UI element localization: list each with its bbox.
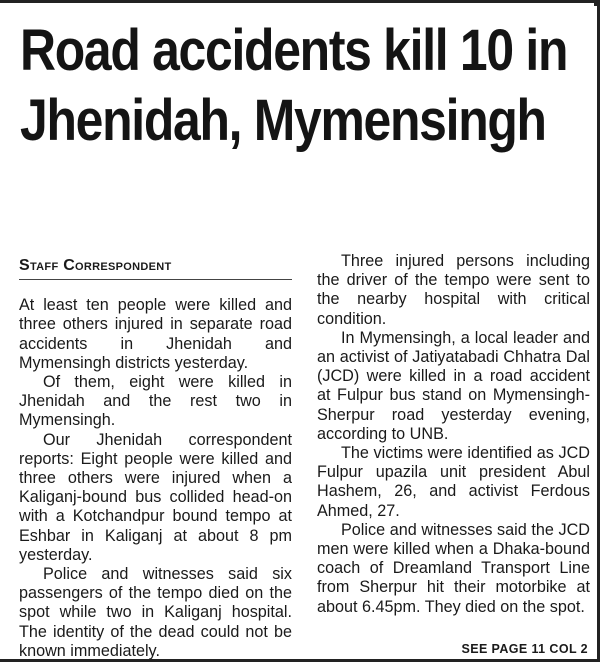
article-paragraph: At least ten people were killed and three others injured in separate road accidents in Jhenidah and Mymensingh districts yesterday. [19,296,292,372]
border-top [0,0,597,6]
border-right [597,0,600,660]
article-column-left [19,252,292,661]
article-paragraph: Police and witnesses said six passengers of the tempo died on the spot while two in Kaliganj hospital. The identity of the dead could not be known immediately. [19,565,292,660]
article-column-right [317,252,590,617]
article-paragraph: Our Jhenidah correspondent reports: Eight people were killed and three others were injured when a Kaliganj-bound bus collided head-on with a Kotchandpur bound tempo at Eshbar in Kaliganj at about 8 pm yesterday. [19,430,292,564]
article-paragraph: Three injured persons including the driver of the tempo were sent to the nearby hospital with critical condition. [317,252,590,328]
byline [19,256,292,280]
continuation-note: SEE PAGE 11 COL 2 [461,642,588,656]
article-paragraph: Police and witnesses said the JCD men were killed when a Dhaka-bound coach of Dreamland Transport Line from Sherpur hit their motorbike at about 6.45pm. They died on the spot. [317,520,590,616]
headline: Road accidents kill 10 in Jhenidah, Mymensingh [20,18,568,153]
article-paragraph: The victims were identified as JCD Fulpur upazila unit president Abul Hashem, 26, and activist Ferdous Ahmed, 27. [317,444,590,520]
article-paragraph: In Mymensingh, a local leader and an activist of Jatiyatabadi Chhatra Dal (JCD) were killed in a road accident at Fulpur bus stand on Mymensingh-Sherpur road yesterday evening, according to UNB. [317,328,590,443]
article-paragraph: Of them, eight were killed in Jhenidah and the rest two in Mymensingh. [19,373,292,430]
byline-text: Staff Correspondent [19,257,172,274]
